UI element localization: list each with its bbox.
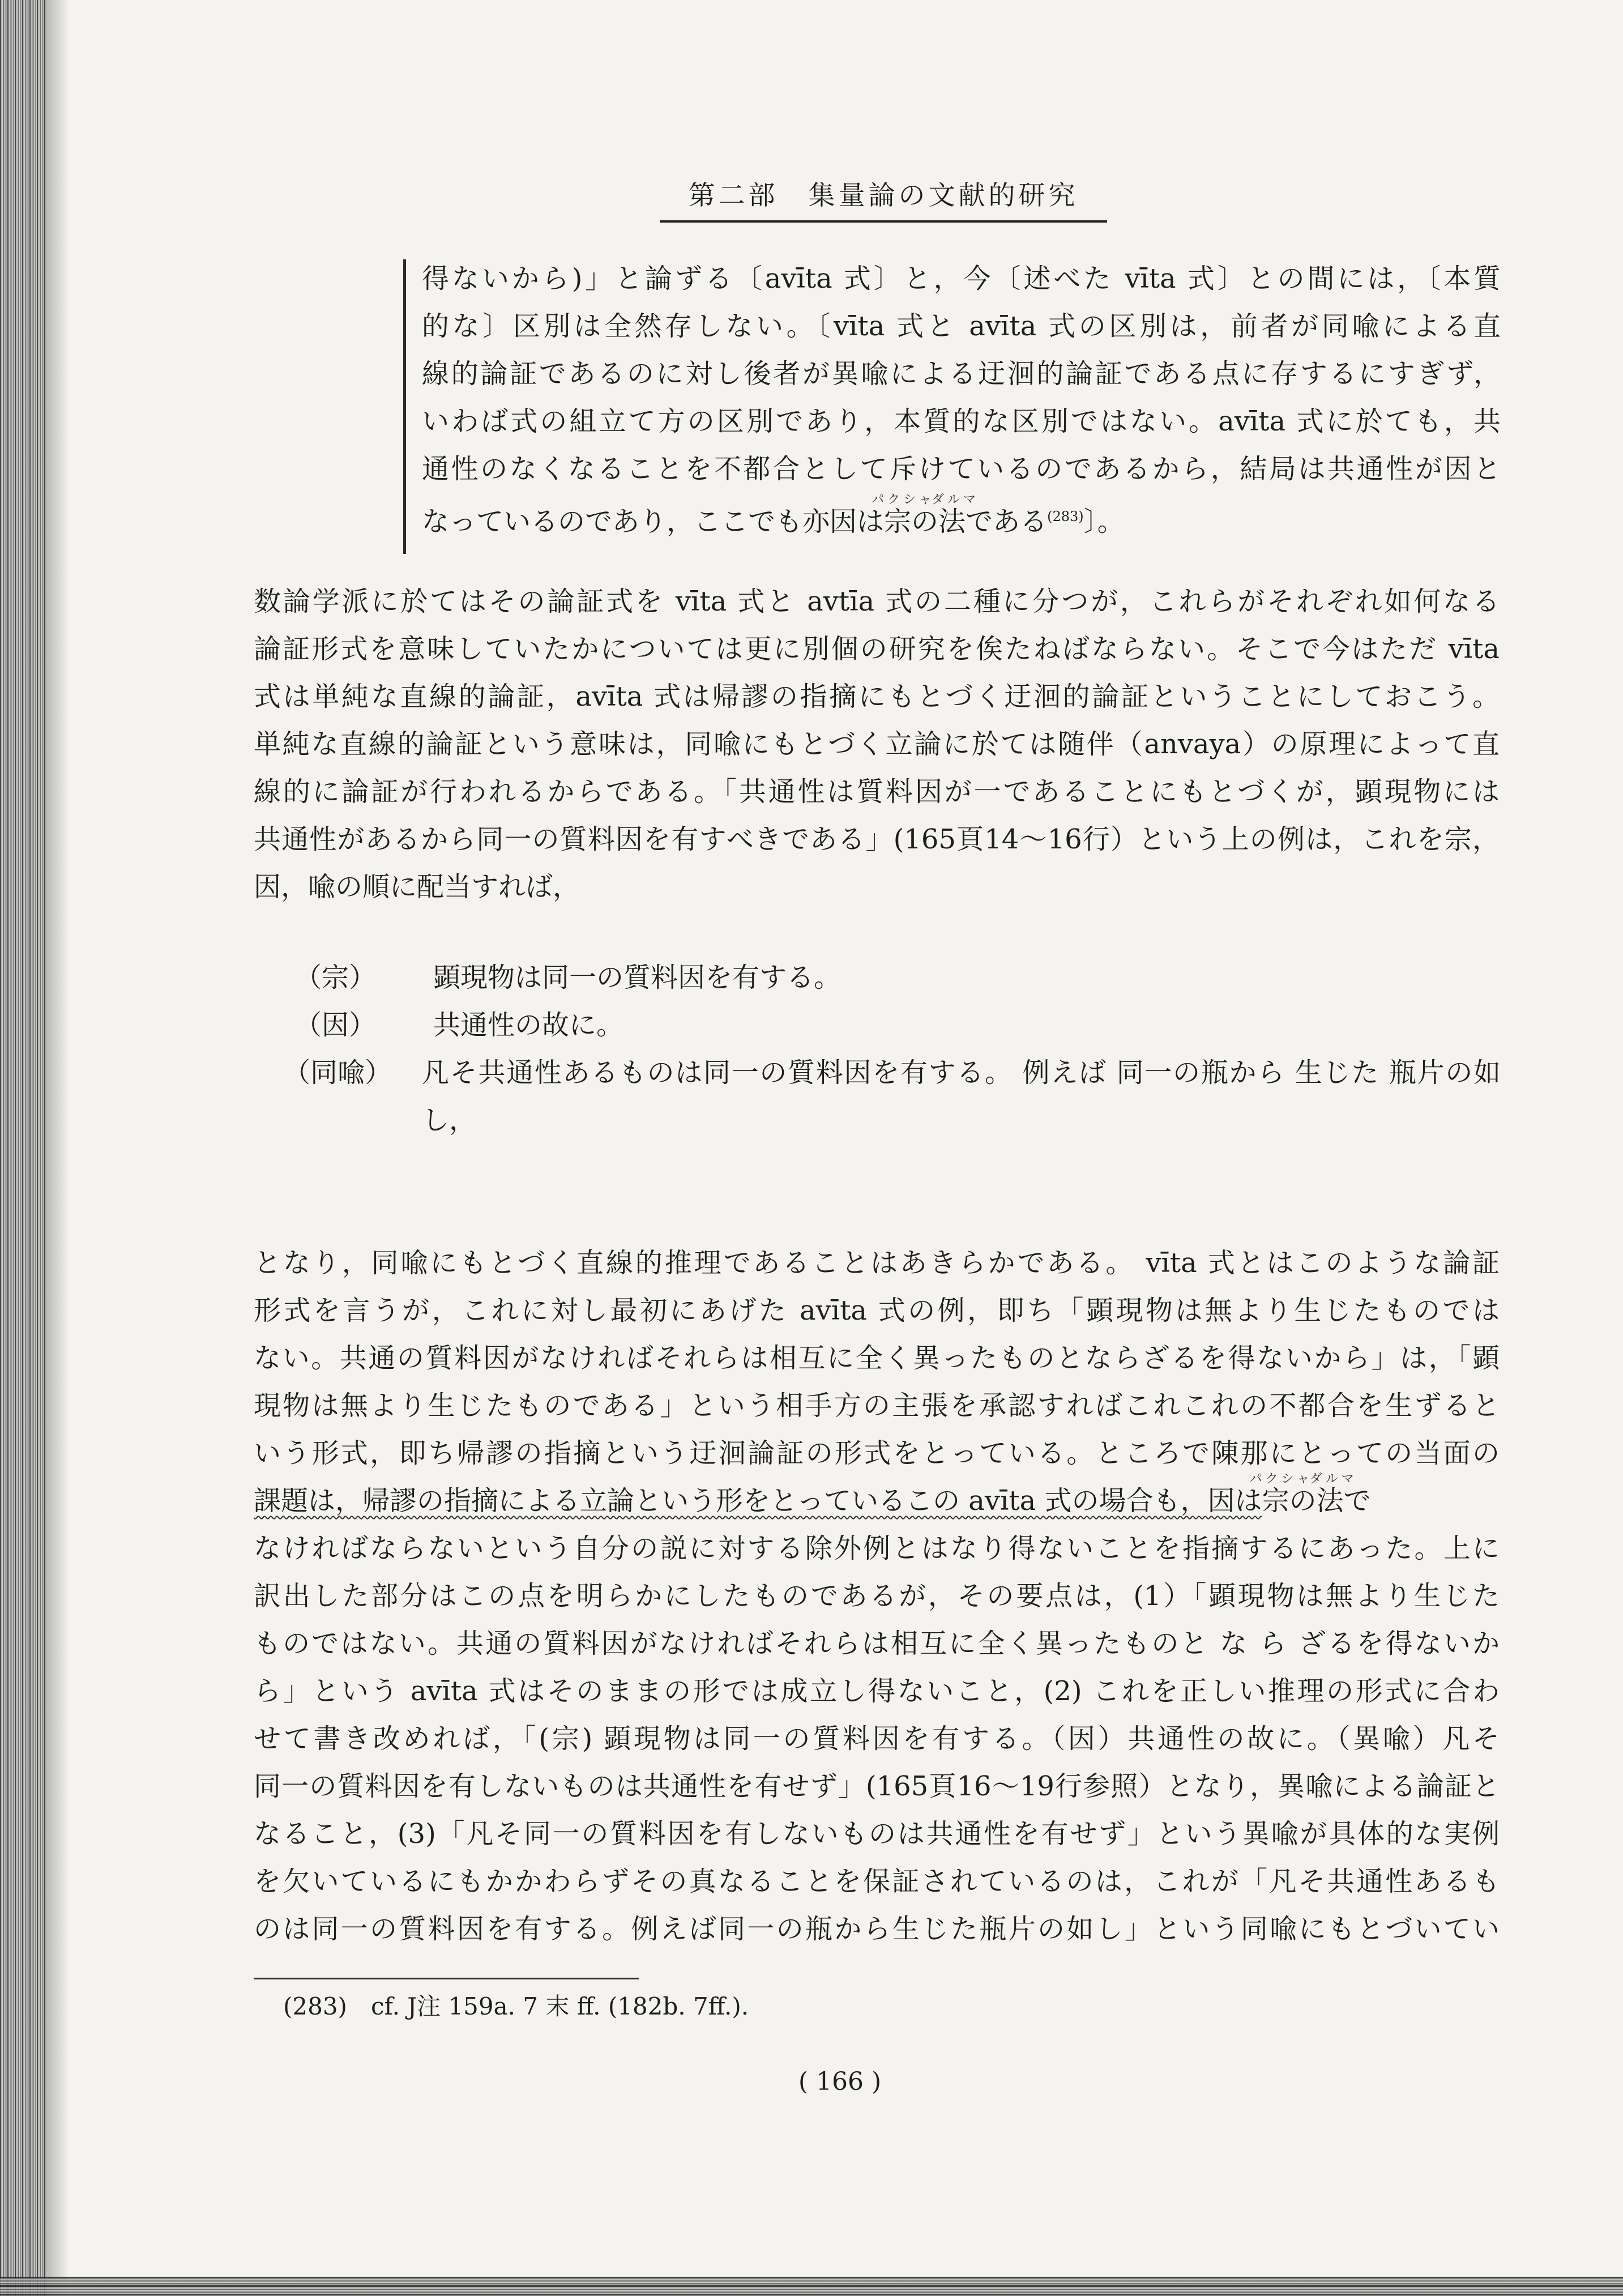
body-line: 現物は無より生じたものである」という相手方の主張を承認すればこれこれの不都合を生ずると	[254, 1390, 1500, 1422]
body-line: ら」という avīta 式はそのままの形では成立し得ないこと，(2) これを正しい推理の形式に合わ	[254, 1675, 1500, 1707]
syllogism-text: 共通性の故に。	[433, 1009, 624, 1041]
body-line: 線的に論証が行われるからである。「共通性は質料因が一であることにもとづくが，顕現物には	[254, 776, 1500, 808]
ruby-ho	[932, 493, 980, 545]
body-line: なければならないという自分の説に対する除外例とはなり得ないことを指摘するにあった。上に	[254, 1533, 1500, 1564]
quote-bar	[403, 259, 406, 554]
paragraph-1	[254, 578, 1500, 911]
ho-char: 法	[1316, 1485, 1344, 1517]
body-line: ものではない。共通の質料因がなければそれらは相互に全く異ったものと な ら ざるを得ないか	[254, 1628, 1500, 1659]
body-line: となり，同喩にもとづく直線的推理であることはあきらかである。 vīta 式とはこのような論証	[254, 1247, 1500, 1279]
body-line: 因，喩の順に配当すれば，	[254, 871, 580, 903]
body-text: 課題は，帰謬の指摘による立論という形をとっているこの avīta 式の場合も，因は	[254, 1485, 1262, 1517]
syllogism-label: （因）	[294, 1009, 377, 1041]
body-line: のは同一の質料因を有する。例えば同一の瓶から生じた瓶片の如し」という同喩にもとづいてい	[254, 1913, 1500, 1945]
body-line: 数論学派に於てはその論証式を vīta 式と avtīa 式の二種に分つが，これらがそれぞれ如何なる	[254, 586, 1500, 617]
no-char: の	[1289, 1485, 1317, 1517]
no-char: の	[911, 506, 939, 537]
scan-bottom-edge	[0, 2277, 1623, 2296]
ruby-daruma: ダルマ	[1309, 1472, 1357, 1486]
body-line: せて書き改めれば，「(宗) 顕現物は同一の質料因を有する。（因）共通性の故に。（異喩）凡そ	[254, 1723, 1500, 1755]
body-line-ruby	[254, 1472, 1500, 1525]
syllogism-text: 顕現物は同一の質料因を有する。	[433, 962, 842, 993]
syllogism-label: （宗）	[294, 962, 377, 993]
body-line: いう形式，即ち帰謬の指摘という迂洄論証の形式をとっている。ところで陳那にとっての当面の	[254, 1437, 1500, 1469]
body-line: 同一の質料因を有しないものは共通性を有せず」(165頁16〜19行参照）となり，異喩による論証と	[254, 1770, 1500, 1802]
binding-edge	[0, 0, 46, 2296]
footnote	[283, 1987, 1472, 2026]
syllogism-row-reason	[283, 1001, 1501, 1049]
quote-line: 線的論証であるのに対し後者が異喩による迂洄的論証である点に存するにすぎず，	[422, 358, 1501, 390]
quote-line: 的な〕区別は全然存しない。〔vīta 式と avīta 式の区別は，前者が同喩による直	[422, 310, 1501, 342]
ruby-pakusha: パクシャ	[872, 493, 935, 507]
footnote-ref: (283)	[1047, 509, 1084, 524]
binding-shadow	[46, 0, 69, 2296]
footnote-text: cf. J注 159a. 7 末 ff. (182b. 7ff.).	[371, 1992, 749, 2020]
running-head: 第二部 集量論の文献的研究	[660, 174, 1107, 223]
page-number: ( 166 )	[798, 2067, 882, 2096]
block-quote	[422, 255, 1501, 545]
body-line: を欠いているにもかかわらずその真なることを保証されているのは，これが「凡そ共通性あるも	[254, 1866, 1500, 1897]
syllogism-text: 凡そ共通性あるものは同一の質料因を有する。 例えば 同一の瓶から 生じた 瓶片の如	[422, 1057, 1501, 1089]
paragraph-2	[254, 1239, 1500, 1953]
body-line: 訳出した部分はこの点を明らかにしたものであるが，その要点は，(1）「顕現物は無より生じた	[254, 1580, 1500, 1612]
footnote-rule	[254, 1978, 639, 1979]
syllogism	[283, 954, 1501, 1144]
quote-text: なっているのであり，ここでも亦因は	[422, 506, 885, 537]
syllogism-row-example	[283, 1049, 1501, 1144]
ho-char: 法	[938, 506, 966, 537]
quote-line: 通性のなくなることを不都合として斥けているのであるから，結局は共通性が因と	[422, 453, 1501, 485]
ruby-pakusha: パクシャ	[1249, 1472, 1313, 1486]
body-line: 論証形式を意味していたかについては更に別個の研究を俟たねばならない。そこで今はただ vīta	[254, 633, 1500, 665]
sho-char: 宗	[884, 506, 912, 537]
body-line: 単純な直線的論証という意味は，同喩にもとづく立論に於ては随伴（anvaya）の原理によって直	[254, 728, 1500, 760]
quote-text: である	[966, 506, 1048, 537]
ruby-ho	[1309, 1472, 1357, 1525]
body-line: 形式を言うが，これに対し最初にあげた avīta 式の例，即ち「顕現物は無より生じたものでは	[254, 1295, 1500, 1326]
body-text: で	[1343, 1485, 1371, 1517]
quote-line: 得ないから)」と論ずる〔avīta 式〕と，今〔述べた vīta 式〕との間には，〔本質	[422, 263, 1501, 295]
quote-text: 〕。	[1083, 506, 1125, 537]
ruby-sho	[872, 493, 935, 545]
sho-char: 宗	[1262, 1485, 1289, 1517]
quote-last-line	[422, 493, 1501, 545]
body-line: なること，(3)「凡そ同一の質料因を有しないものは共通性を有せず」という異喩が具体的な実例	[254, 1818, 1500, 1850]
quote-line: いわば式の組立て方の区別であり，本質的な区別ではない。avīta 式に於ても，共	[422, 406, 1501, 437]
footnote-number: (283)	[283, 1992, 347, 2020]
syllogism-label: （同喩）	[283, 1057, 392, 1089]
ruby-daruma: ダルマ	[932, 493, 980, 507]
syllogism-row-thesis	[283, 954, 1501, 1001]
syllogism-text-cont: し，	[422, 1104, 477, 1136]
syllogism-text-block	[422, 1049, 1501, 1144]
body-line: 式は単純な直線的論証，avīta 式は帰謬の指摘にもとづく迂洄的論証ということにしておこう。	[254, 681, 1500, 712]
body-line: 共通性があるから同一の質料因を有すべきである」(165頁14〜16行）という上の例は，これを宗，	[254, 823, 1500, 855]
body-line: ない。共通の質料因がなければそれらは相互に全く異ったものとならざるを得ないから」は，「顕	[254, 1342, 1500, 1374]
ruby-sho	[1249, 1472, 1313, 1525]
